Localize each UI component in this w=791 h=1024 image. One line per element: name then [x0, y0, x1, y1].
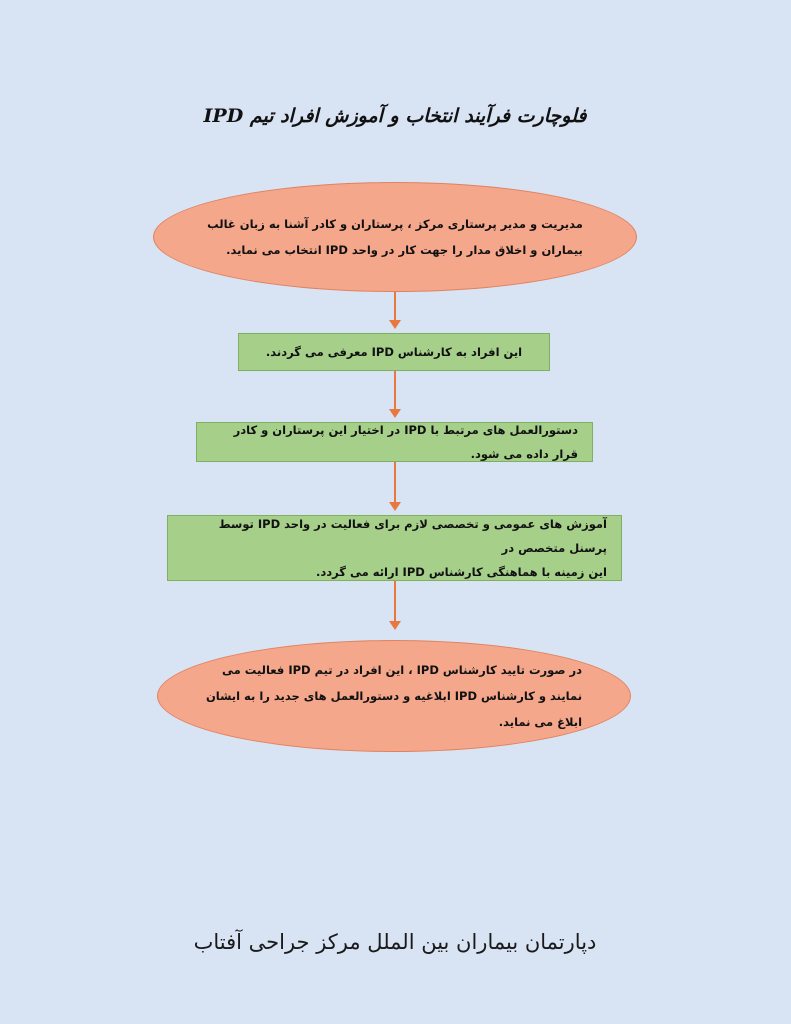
- arrow-2-to-3: [394, 371, 396, 411]
- step-3-line-1: دستورالعمل های مرتبط با IPD در اختیار این پرستاران و کادر قرار داده می شود.: [233, 423, 578, 461]
- step-4-box: [167, 515, 622, 581]
- step-4-line-2: این زمینه با هماهنگی کارشناس IPD ارائه می گردد.: [315, 565, 607, 579]
- flowchart-title: فلوچارت فرآیند انتخاب و آموزش افراد تیم IPD: [203, 105, 587, 127]
- step-2-line-1: این افراد به کارشناس IPD معرفی می گردند.: [265, 345, 523, 359]
- step-4-line-1: آموزش های عمومی و تخصصی لازم برای فعالیت در واحد IPD توسط پرسنل متخصص در: [218, 517, 607, 555]
- arrow-1-to-2: [394, 292, 396, 322]
- step-5-ellipse: [157, 640, 631, 752]
- step-5-line-3: ابلاغ می نماید.: [498, 715, 583, 729]
- step-4-text: [168, 512, 621, 584]
- step-1-text: [207, 211, 583, 263]
- step-5-line-1: در صورت تایید کارشناس IPD ، این افراد در تیم IPD فعالیت می: [222, 663, 583, 677]
- step-1-line-1: مدیریت و مدیر پرستاری مرکز ، پرستاران و کادر آشنا به زبان غالب: [207, 217, 583, 231]
- step-3-box: [196, 422, 593, 462]
- footer-department: دپارتمان بیماران بین الملل مرکز جراحی آفتاب: [193, 930, 597, 954]
- step-5-text: [206, 657, 582, 735]
- arrow-4-to-5: [394, 581, 396, 623]
- arrow-3-to-4: [394, 462, 396, 504]
- step-1-ellipse: [153, 182, 637, 292]
- step-1-line-2: بیماران و اخلاق مدار را جهت کار در واحد IPD انتخاب می نماید.: [226, 243, 583, 257]
- step-2-box: [238, 333, 550, 371]
- step-5-line-2: نمایند و کارشناس IPD ابلاغیه و دستورالعمل های جدید را به ایشان: [205, 689, 583, 703]
